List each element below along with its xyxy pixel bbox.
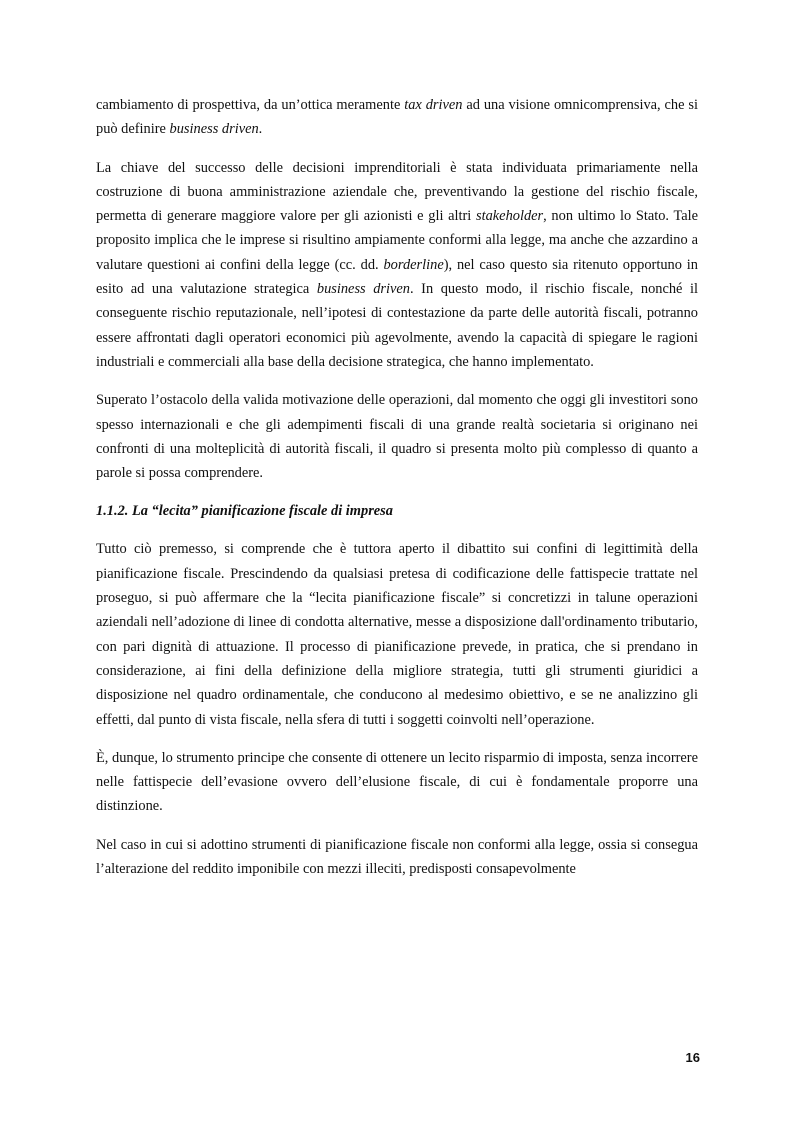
term-stakeholder: stakeholder <box>476 208 544 225</box>
term-business-driven-2: business driven <box>316 281 410 298</box>
page-body <box>96 93 698 895</box>
paragraph-2-text-g: . In questo modo, il rischio fiscale, nonché il conseguente rischio reputazionale, nell’ipotesi di contestazione da parte delle autorità fiscali, potranno essere affrontati dagli operatori economici più agevolmente, avendo la capacità di spiegare le ragioni industriali e commerciali alla base della decisione strategica, che hanno implementato. <box>96 281 698 370</box>
paragraph-2-text-e: ), nel caso questo sia ritenuto opportuno in esito ad una valutazione strategica <box>96 256 698 298</box>
paragraph-6: Nel caso in cui si adottino strumenti di pianificazione fiscale non conformi alla legge, ossia si consegua l’alterazione del reddito imponibile con mezzi illeciti, predisposti consapevolmente <box>96 836 698 878</box>
term-tax-driven: tax driven <box>404 97 463 113</box>
paragraph-4: Tutto ciò premesso, si comprende che è tuttora aperto il dibattito sui confini di legittimità della pianificazione fiscale. Prescindendo da qualsiasi pretesa di codificazione delle fattispecie trattate nel proseguo, si può affermare che la “lecita pianificazione fiscale” si concretizzi in talune operazioni aziendali nell’adozione di linee di condotta alternative, messe a disposizione dall'ordinamento tributario, con pari dignità di attuazione. Il processo di pianificazione prevede, in pratica, che si prendano in considerazione, ai fini della definizione della migliore strategia, tutti gli strumenti giuridici a disposizione nel quadro ordinamentale, che conducono al medesimo obiettivo, e se ne analizzino gli effetti, dal punto di vista fiscale, nella sfera di tutti i soggetti coinvolti nell’operazione. <box>96 541 698 728</box>
paragraph-2 <box>96 156 698 375</box>
paragraph-2-text-a: La chiave del successo delle decisioni imprenditoriali è stata individuata primariamente nella costruzione di buona amministrazione aziendale che, preventivando la gestione del rischio fiscale, permetta di generare maggiore valore per gli azionisti e gli altri <box>96 159 698 225</box>
term-borderline: borderline <box>383 256 444 273</box>
paragraph-1-text-e: . <box>258 121 263 138</box>
paragraph-1 <box>96 93 698 142</box>
paragraph-3: Superato l’ostacolo della valida motivazione delle operazioni, dal momento che oggi gli investitori sono spesso internazionali e che gli adempimenti fiscali di una grande realtà societaria si originano nei confronti di una molteplicità di autorità fiscali, il quadro si presenta molto più complesso di quanto a parole si possa comprendere. <box>96 392 698 482</box>
page-number: 16 <box>685 1050 700 1065</box>
paragraph-2-text-c: , non ultimo lo Stato. Tale proposito implica che le imprese si risultino ampiamente conformi alla legge, ma anche che azzardino a valutare questioni ai confini della legge (cc. dd. <box>96 208 699 273</box>
section-heading: 1.1.2. La “lecita” pianificazione fiscale di impresa <box>96 503 393 520</box>
paragraph-5: È, dunque, lo strumento principe che consente di ottenere un lecito risparmio di imposta, senza incorrere nelle fattispecie dell’evasione ovvero dell’elusione fiscale, di cui è fondamentale proporre una distinzione. <box>96 749 698 815</box>
paragraph-1-text-a: cambiamento di prospettiva, da un’ottica meramente <box>96 97 405 113</box>
paragraph-1-text-c: ad una visione omnicomprensiva, che si può definire <box>96 97 698 138</box>
term-business-driven: business driven <box>169 121 259 138</box>
